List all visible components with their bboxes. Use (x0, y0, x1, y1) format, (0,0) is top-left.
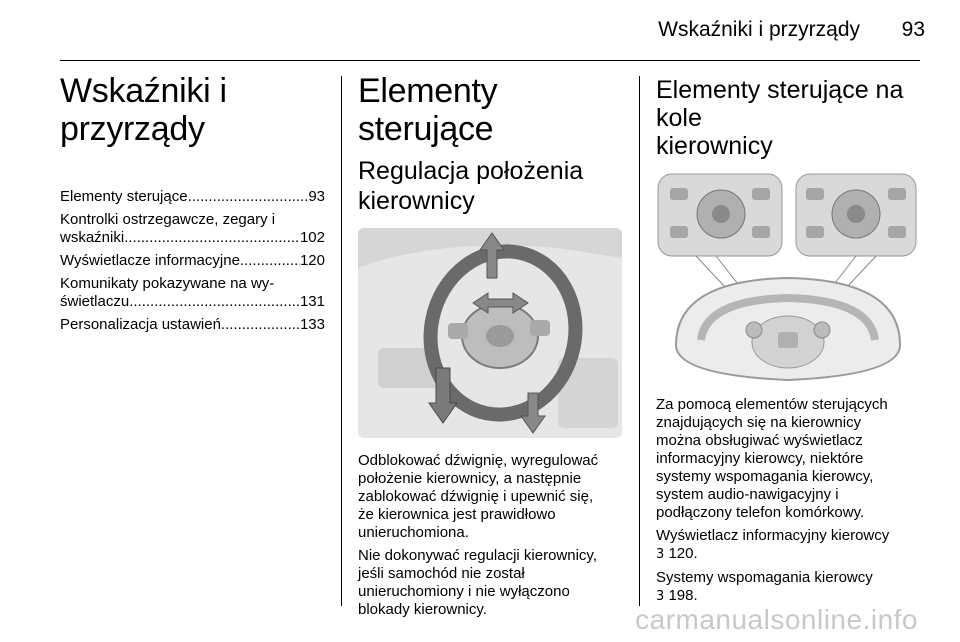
wheel-controls-column (656, 72, 920, 611)
page-number: 93 (901, 18, 925, 41)
table-of-contents (60, 188, 325, 334)
column-divider-2 (639, 76, 640, 606)
controls-column (358, 72, 622, 624)
toc-item[interactable]: Personalizacja ustawień ..... 133 (60, 316, 325, 334)
chapter-title: Wskaźniki i przyrządy (60, 72, 227, 148)
header-rule (60, 60, 920, 61)
steering-wheel-controls-illustration (656, 170, 920, 384)
toc-item[interactable]: Elementy sterujące ..... 93 (60, 188, 325, 206)
section-title: Elementy sterujące na kole kierownicy (656, 76, 904, 160)
adjustment-instructions: Odblokować dźwignię, wyregulować położenie kierownicy, a następnie zablokować dźwignię i upewnić się, że kierownica jest prawidłowo unieruchomiona. Nie dokonywać regulacji kierownicy, jeśli samochód nie został unieruchomiony i nie wyłączono blokady kierownicy. (358, 452, 599, 618)
chapter-column (60, 72, 325, 339)
xref-driver-assistance[interactable]: Systemy wspomagania kierowcy 3 198. (656, 569, 873, 604)
steering-adjustment-illustration (358, 228, 622, 438)
toc-item[interactable]: Wyświetlacze informacyjne ..... 120 (60, 252, 325, 270)
arrow-reference-icon: 3 (656, 547, 665, 562)
column-divider-1 (341, 76, 342, 606)
toc-item[interactable]: Komunikaty pokazywane na wy- świetlaczu ..... 131 (60, 275, 325, 311)
toc-item[interactable]: Kontrolki ostrzegawcze, zegary i wskaźniki ..... 102 (60, 211, 325, 247)
subsection-title: Regulacja położenia kierownicy (358, 157, 584, 215)
arrow-reference-icon: 3 (656, 589, 665, 604)
page-header-title: Wskaźniki i przyrządy (658, 18, 860, 41)
wheel-controls-text: Za pomocą elementów sterujących znajdujących się na kierownicy można obsługiwać wyświetlacz informacyjny kierowcy, niektóre systemy wspomagania kierowcy, system audio-nawigacyjny i podłączony telefon komórkowy. Wyświetlacz informacyjny kierowcy 3 120. Systemy wspomagania kierowcy 3 198. (656, 396, 920, 606)
section-title: Elementy sterujące (358, 72, 498, 148)
watermark: carmanualsonline.info (635, 604, 918, 635)
xref-driver-info-display[interactable]: Wyświetlacz informacyjny kierowcy 3 120. (656, 527, 890, 562)
